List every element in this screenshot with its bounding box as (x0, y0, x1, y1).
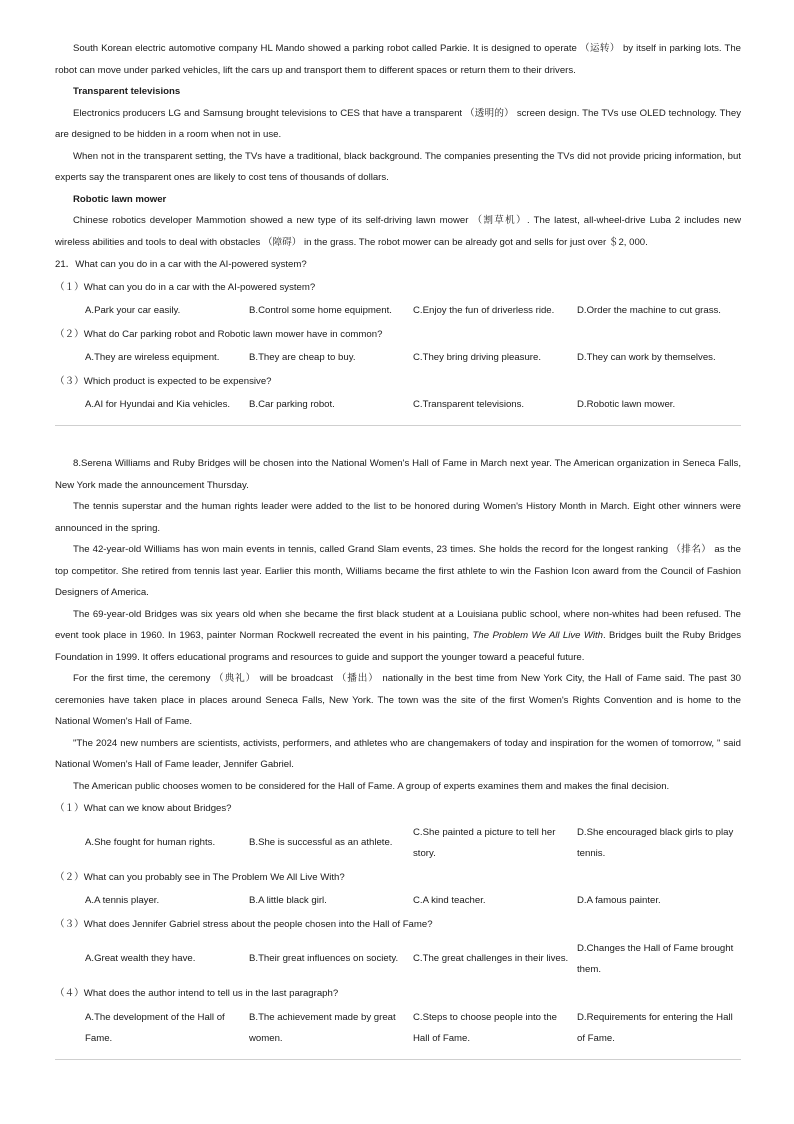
section-divider (55, 425, 741, 426)
option-d[interactable]: D.Requirements for entering the Hall of Fame. (577, 1011, 733, 1044)
option-d[interactable]: D.They can work by themselves. (577, 352, 716, 364)
paragraph: Chinese robotics developer Mammotion showed a new type of its self-driving lawn mower （割草机）. The latest, all-wheel-drive Luba 2 includes new wireless abilities and tools to deal with obstacles （障碍） in the grass. The robot mower can be already got and sells for just over ＄2, 000. (55, 215, 741, 248)
option-a[interactable]: A.Great wealth they have. (85, 953, 196, 965)
option-b[interactable]: B.The achievement made by great women. (249, 1011, 396, 1044)
paragraph: The tennis superstar and the human rights leader were added to the list to be honored during Women's History Month in March. Eight other winners were announced in the spring. (55, 501, 741, 534)
option-c[interactable]: C.Steps to choose people into the Hall of Fame. (413, 1011, 558, 1044)
question: （３）What does Jennifer Gabriel stress about the people chosen into the Hall of Fame? (55, 919, 433, 930)
question: （１）What can you do in a car with the AI-powered system? (55, 282, 316, 293)
option-row (55, 346, 741, 370)
question: （３）Which product is expected to be expensive? (55, 376, 272, 387)
option-row (55, 393, 741, 417)
option-row (55, 299, 741, 323)
option-row (55, 1005, 741, 1051)
paragraph: The 42-year-old Williams has won main events in tennis, called Grand Slam events, 23 times. She holds the record for the longest ranking （排名） as the top competitor. She retired from tennis last year. Earlier this month, Williams became the first athlete to win the Fashion Icon award from the Council of Fashion Designers of America. (55, 544, 741, 598)
option-b[interactable]: B.They are cheap to buy. (249, 352, 356, 364)
option-d[interactable]: D.She encouraged black girls to play tennis. (577, 826, 734, 859)
paragraph-text: . Bridges built the Ruby Bridges Foundation in 1999. It offers educational programs and resources to guide and support the younger toward a peaceful future. (55, 630, 741, 663)
option-d[interactable]: D.Order the machine to cut grass. (577, 305, 721, 317)
option-b[interactable]: B.Car parking robot. (249, 399, 335, 411)
option-a[interactable]: A.The development of the Hall of Fame. (85, 1011, 225, 1044)
option-a[interactable]: A.She fought for human rights. (85, 837, 216, 849)
option-d[interactable]: D.Robotic lawn mower. (577, 399, 676, 411)
option-row (55, 820, 741, 866)
section-heading: Robotic lawn mower (73, 193, 167, 205)
option-b[interactable]: B.A little black girl. (249, 895, 327, 907)
option-row (55, 889, 741, 913)
question: （２）What can you probably see in The Problem We All Live With? (55, 872, 345, 883)
option-b[interactable]: B.Control some home equipment. (249, 305, 392, 317)
section-divider (55, 1059, 741, 1060)
paragraph: Electronics producers LG and Samsung brought televisions to CES that have a transparent （透明的） screen design. The TVs use OLED technology. They are designed to be hidden in a room when not in use. (55, 107, 741, 140)
option-a[interactable]: A.They are wireless equipment. (85, 352, 220, 364)
paragraph (55, 604, 741, 669)
paragraph: The American public chooses women to be considered for the Hall of Fame. A group of experts examines them and makes the final decision. (73, 780, 670, 792)
option-a[interactable]: A.AI for Hyundai and Kia vehicles. (85, 399, 231, 411)
question: （２）What do Car parking robot and Robotic lawn mower have in common? (55, 329, 383, 340)
option-d[interactable]: D.A famous painter. (577, 895, 661, 907)
painting-title: The Problem We All Live With (472, 630, 603, 641)
paragraph: South Korean electric automotive company HL Mando showed a parking robot called Parkie. It is designed to operate （运转） by itself in parking lots. The robot can move under parked vehicles, lift the cars up and transport them to different spaces or return them to their drivers. (55, 43, 741, 76)
option-c[interactable]: C.Enjoy the fun of driverless ride. (413, 305, 555, 317)
option-c[interactable]: C.They bring driving pleasure. (413, 352, 541, 364)
question-number: 21．What can you do in a car with the AI-powered system? (55, 259, 307, 270)
passage-two (55, 453, 741, 1060)
option-c[interactable]: C.She painted a picture to tell her story. (413, 826, 556, 859)
section-heading: Transparent televisions (73, 86, 181, 97)
option-c[interactable]: C.The great challenges in their lives. (413, 953, 569, 965)
paragraph: 8.Serena Williams and Ruby Bridges will be chosen into the National Women's Hall of Fame in March next year. The American organization in Seneca Falls, New York made the announcement Thursday. (55, 458, 741, 491)
question: （１）What can we know about Bridges? (55, 803, 232, 814)
option-row (55, 936, 741, 982)
paragraph: "The 2024 new numbers are scientists, activists, performers, and athletes who are changemakers of today and inspiration for the women of tomorrow, " said National Women's Hall of Fame leader, Jennifer Gabriel. (55, 737, 741, 770)
question: （４）What does the author intend to tell us in the last paragraph? (55, 988, 339, 999)
document-page (55, 38, 741, 1060)
paragraph: For the first time, the ceremony （典礼） will be broadcast （播出） nationally in the best time from New York City, the Hall of Fame said. The past 30 ceremonies have taken place in places around Seneca Falls, New York. The town was the site of the first Women's Rights Convention and is home to the National Women's Hall of Fame. (55, 673, 741, 727)
paragraph-text: The 69-year-old Bridges was six years old when she became the first black student at a Louisiana public school, where non-whites had been refused. The event took place in 1960. In 1963, painter Norman Rockwell recreated the event in his painting, (55, 608, 741, 641)
option-b[interactable]: B.She is successful as an athlete. (249, 837, 393, 849)
paragraph: When not in the transparent setting, the TVs have a traditional, black background. The companies presenting the TVs did not provide pricing information, but experts say the transparent ones are likely to cost tens of thousands of dollars. (55, 150, 741, 183)
option-a[interactable]: A.Park your car easily. (85, 305, 181, 317)
option-d[interactable]: D.Changes the Hall of Fame brought them. (577, 942, 734, 975)
option-a[interactable]: A.A tennis player. (85, 895, 160, 907)
option-c[interactable]: C.A kind teacher. (413, 895, 486, 907)
option-b[interactable]: B.Their great influences on society. (249, 953, 399, 965)
option-c[interactable]: C.Transparent televisions. (413, 399, 525, 411)
